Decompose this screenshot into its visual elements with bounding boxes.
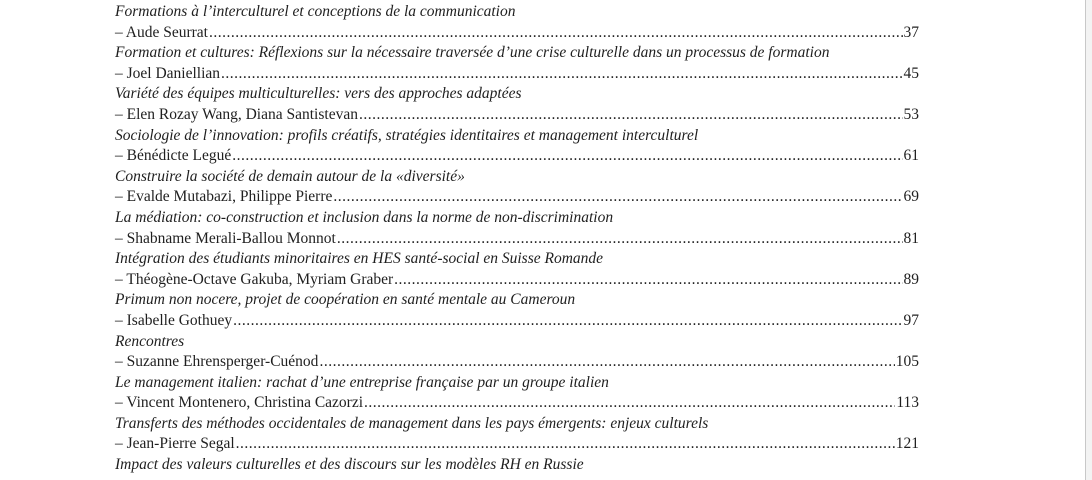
entry-author: – Aude Seurrat bbox=[115, 23, 208, 41]
entry-author: – Jean-Pierre Segal bbox=[115, 435, 235, 453]
entry-author-line bbox=[115, 146, 919, 167]
entry-page-number: 61 bbox=[903, 147, 919, 165]
toc-entry bbox=[115, 43, 919, 84]
entry-author-line bbox=[115, 434, 919, 455]
toc-entry bbox=[115, 455, 919, 476]
entry-title: La médiation: co-construction et inclusion dans la norme de non-discrimination bbox=[115, 208, 614, 226]
entry-page-number: 105 bbox=[895, 353, 919, 371]
dot-leader bbox=[221, 64, 902, 85]
entry-author-line bbox=[115, 23, 919, 44]
entry-title: Primum non nocere, projet de coopération en santé mentale au Cameroun bbox=[115, 291, 576, 309]
toc-entry bbox=[115, 249, 919, 290]
toc-entry bbox=[115, 373, 919, 414]
entry-author: – Suzanne Ehrensperger-Cuénod bbox=[115, 353, 319, 371]
entry-author: – Vincent Montenero, Christina Cazorzi bbox=[115, 394, 364, 412]
table-of-contents bbox=[115, 2, 919, 476]
entry-title: Le management italien: rachat d’une entreprise française par un groupe italien bbox=[115, 373, 609, 391]
entry-page-number: 37 bbox=[903, 23, 919, 41]
dot-leader bbox=[333, 187, 902, 208]
entry-page-number: 69 bbox=[903, 188, 919, 206]
entry-title: Impact des valeurs culturelles et des discours sur les modèles RH en Russie bbox=[115, 456, 584, 474]
toc-entry bbox=[115, 167, 919, 208]
entry-title: Transferts des méthodes occidentales de management dans les pays émergents: enjeux culturels bbox=[115, 414, 709, 432]
entry-page-number: 89 bbox=[903, 270, 919, 288]
entry-title: Intégration des étudiants minoritaires en HES santé-social en Suisse Romande bbox=[115, 250, 604, 268]
entry-title: Sociologie de l’innovation: profils créatifs, stratégies identitaires et management interculturel bbox=[115, 126, 699, 144]
entry-page-number: 97 bbox=[903, 311, 919, 329]
dot-leader bbox=[232, 146, 902, 167]
dot-leader bbox=[319, 352, 894, 373]
entry-author: – Joel Daniellian bbox=[115, 64, 221, 82]
entry-author-line bbox=[115, 187, 919, 208]
entry-title: Construire la société de demain autour de la «diversité» bbox=[115, 167, 465, 185]
dot-leader bbox=[236, 434, 895, 455]
toc-entry bbox=[115, 414, 919, 455]
dot-leader bbox=[364, 393, 895, 414]
dot-leader bbox=[337, 229, 903, 250]
dot-leader bbox=[394, 270, 902, 291]
entry-page-number: 121 bbox=[895, 435, 919, 453]
entry-author-line bbox=[115, 105, 919, 126]
entry-author: – Théogène-Octave Gakuba, Myriam Graber bbox=[115, 270, 394, 288]
dot-leader bbox=[233, 311, 902, 332]
entry-author: – Elen Rozay Wang, Diana Santistevan bbox=[115, 105, 358, 123]
entry-page-number: 113 bbox=[896, 394, 919, 412]
entry-author-line bbox=[115, 311, 919, 332]
entry-page-number: 81 bbox=[903, 229, 919, 247]
page-edge bbox=[1085, 0, 1092, 480]
entry-author: – Shabname Merali-Ballou Monnot bbox=[115, 229, 336, 247]
toc-entry bbox=[115, 290, 919, 331]
entry-title: Formation et cultures: Réflexions sur la nécessaire traversée d’une crise culturelle dans un processus de formation bbox=[115, 44, 830, 62]
entry-author: – Evalde Mutabazi, Philippe Pierre bbox=[115, 188, 333, 206]
entry-page-number: 53 bbox=[903, 105, 919, 123]
entry-author: – Isabelle Gothuey bbox=[115, 311, 233, 329]
entry-author-line bbox=[115, 270, 919, 291]
dot-leader bbox=[209, 23, 903, 44]
toc-entry bbox=[115, 332, 919, 373]
toc-entry bbox=[115, 84, 919, 125]
toc-entry bbox=[115, 2, 919, 43]
entry-page-number: 45 bbox=[903, 64, 919, 82]
dot-leader bbox=[359, 105, 903, 126]
entry-author-line bbox=[115, 64, 919, 85]
entry-author: – Bénédicte Legué bbox=[115, 147, 232, 165]
entry-title: Rencontres bbox=[115, 332, 185, 350]
entry-author-line bbox=[115, 352, 919, 373]
toc-entry bbox=[115, 208, 919, 249]
entry-author-line bbox=[115, 229, 919, 250]
entry-title: Variété des équipes multiculturelles: vers des approches adaptées bbox=[115, 85, 522, 103]
entry-author-line bbox=[115, 393, 919, 414]
toc-entry bbox=[115, 126, 919, 167]
entry-title: Formations à l’interculturel et conceptions de la communication bbox=[115, 3, 516, 20]
